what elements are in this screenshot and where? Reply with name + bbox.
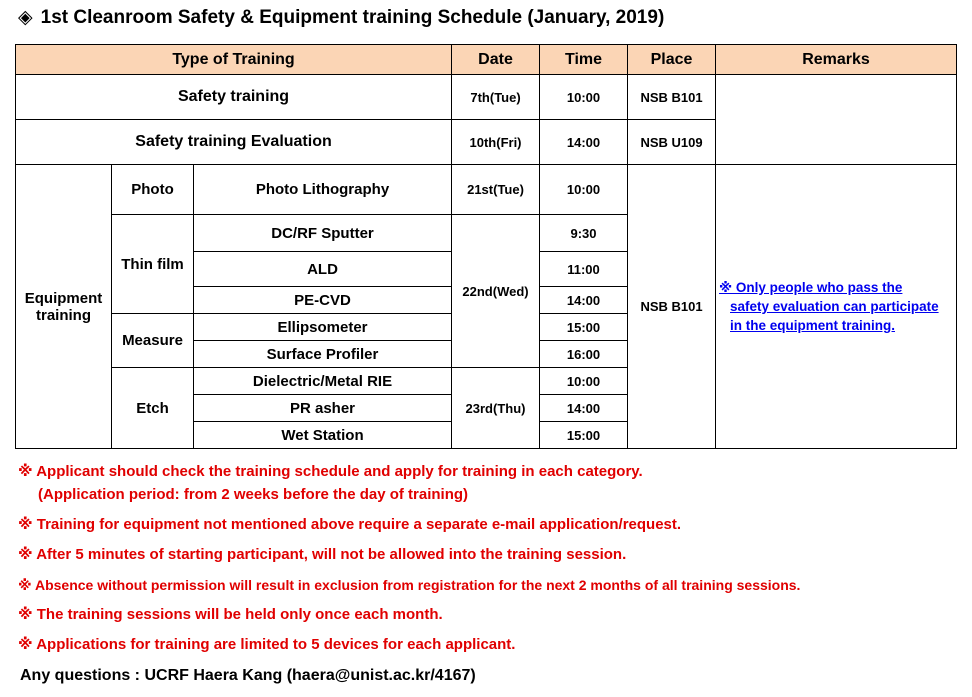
equipment-name: Ellipsometer: [194, 314, 452, 341]
equipment-name: Dielectric/Metal RIE: [194, 368, 452, 395]
etch-date: 23rd(Thu): [452, 368, 540, 449]
header-type: Type of Training: [16, 45, 452, 75]
equipment-remark: [716, 165, 957, 449]
category-etch: Etch: [112, 368, 194, 449]
category-measure: Measure: [112, 314, 194, 368]
header-place: Place: [628, 45, 716, 75]
mid-date: 22nd(Wed): [452, 215, 540, 368]
equipment-time: 11:00: [540, 252, 628, 287]
equipment-label-line2: training: [36, 306, 91, 324]
equipment-time: 10:00: [540, 165, 628, 215]
safety-evaluation-date: 10th(Fri): [452, 120, 540, 165]
category-thin-film: Thin film: [112, 215, 194, 314]
equipment-time: 15:00: [540, 422, 628, 449]
equipment-name: PE-CVD: [194, 287, 452, 314]
remark-line1: ※ Only people who pass the: [719, 280, 903, 295]
category-photo: Photo: [112, 165, 194, 215]
page-title: [18, 6, 664, 29]
equipment-name: PR asher: [194, 395, 452, 422]
safety-evaluation-name: Safety training Evaluation: [16, 120, 452, 165]
equipment-time: 9:30: [540, 215, 628, 252]
remark-line3: in the equipment training.: [730, 318, 896, 333]
notes-section: [18, 460, 963, 655]
contact-info: Any questions : UCRF Haera Kang (haera@unist.ac.kr/4167): [20, 667, 476, 684]
equipment-time: 10:00: [540, 368, 628, 395]
header-date: Date: [452, 45, 540, 75]
note-application-period: (Application period: from 2 weeks before the day of training): [38, 486, 469, 503]
schedule-table: [15, 44, 957, 449]
header-time: Time: [540, 45, 628, 75]
safety-training-date: 7th(Tue): [452, 75, 540, 120]
remark-line2: safety evaluation can participate: [730, 299, 939, 314]
equipment-name: Wet Station: [194, 422, 452, 449]
header-row: [16, 45, 957, 75]
safety-training-place: NSB B101: [628, 75, 716, 120]
table-row: [16, 165, 957, 215]
equipment-time: 15:00: [540, 314, 628, 341]
photo-date: 21st(Tue): [452, 165, 540, 215]
title-text: 1st Cleanroom Safety & Equipment training Schedule (January, 2019): [40, 7, 665, 28]
note-apply: ※ Applicant should check the training schedule and apply for training in each category.: [18, 463, 643, 480]
note-late-arrival: ※ After 5 minutes of starting participant, will not be allowed into the training session.: [18, 546, 627, 563]
note-device-limit: ※ Applications for training are limited to 5 devices for each applicant.: [18, 636, 516, 653]
remarks-empty: [716, 75, 957, 165]
equipment-label: [16, 165, 112, 449]
safety-evaluation-time: 14:00: [540, 120, 628, 165]
equipment-time: 16:00: [540, 341, 628, 368]
equipment-name: DC/RF Sputter: [194, 215, 452, 252]
equipment-time: 14:00: [540, 395, 628, 422]
equipment-label-line1: Equipment: [24, 289, 103, 307]
equipment-name: Photo Lithography: [194, 165, 452, 215]
diamond-icon: ◈: [18, 7, 33, 28]
equipment-place: NSB B101: [628, 165, 716, 449]
equipment-name: Surface Profiler: [194, 341, 452, 368]
note-absence: ※ Absence without permission will result in exclusion from registration for the next 2 months of all training sessions.: [18, 577, 801, 593]
note-email-request: ※ Training for equipment not mentioned above require a separate e-mail application/request.: [18, 516, 682, 533]
note-monthly: ※ The training sessions will be held only once each month.: [18, 606, 443, 623]
safety-training-name: Safety training: [16, 75, 452, 120]
equipment-time: 14:00: [540, 287, 628, 314]
safety-evaluation-place: NSB U109: [628, 120, 716, 165]
equipment-name: ALD: [194, 252, 452, 287]
header-remarks: Remarks: [716, 45, 957, 75]
safety-training-time: 10:00: [540, 75, 628, 120]
table-row: [16, 75, 957, 120]
